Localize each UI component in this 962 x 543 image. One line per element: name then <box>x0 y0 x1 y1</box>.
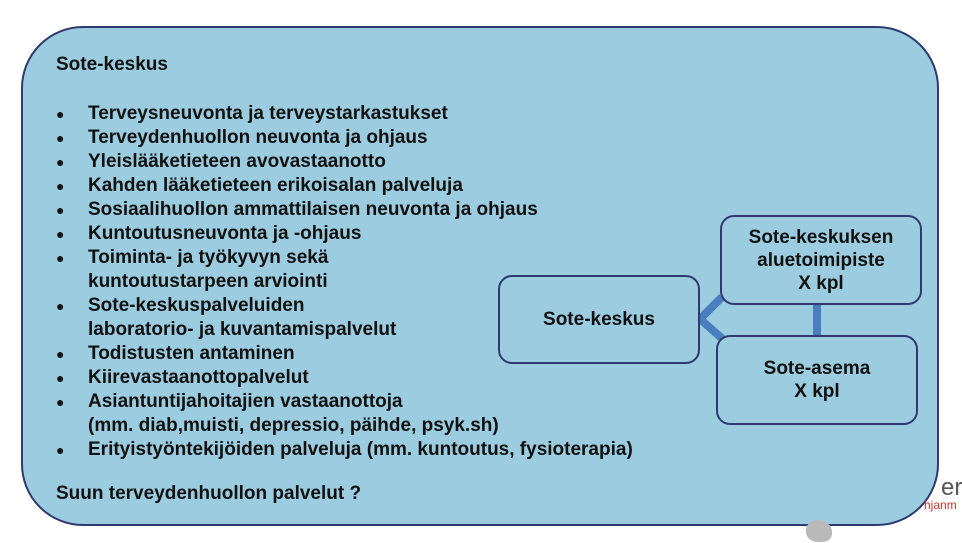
service-line: kuntoutustarpeen arviointi <box>88 271 328 292</box>
service-line: Toiminta- ja työkyvyn sekä <box>88 247 329 268</box>
service-line: Kiirevastaanottopalvelut <box>88 367 309 388</box>
node-sote-keskus <box>498 275 700 364</box>
bullet-icon: ● <box>56 130 65 146</box>
node-sote-asema <box>716 335 918 425</box>
service-line: Asiantuntijahoitajien vastaanottoja <box>88 391 403 412</box>
service-item <box>56 198 696 222</box>
service-line: Terveydenhuollon neuvonta ja ohjaus <box>88 127 428 148</box>
service-line: Sosiaalihuollon ammattilaisen neuvonta ja ohjaus <box>88 199 538 220</box>
service-item <box>56 174 696 198</box>
service-line: (mm. diab,muisti, depressio, päihde, psyk.sh) <box>88 415 499 436</box>
service-line: laboratorio- ja kuvantamispalvelut <box>88 319 397 340</box>
service-line: Terveysneuvonta ja terveystarkastukset <box>88 103 448 124</box>
node-label: X kpl <box>794 381 840 402</box>
bullet-icon: ● <box>56 298 65 314</box>
node-label: Sote-asema <box>763 358 871 379</box>
node-label: Sote-keskuksen <box>748 226 894 248</box>
bullet-icon: ● <box>56 442 65 458</box>
service-item <box>56 222 696 246</box>
service-item <box>56 102 696 126</box>
bullet-icon: ● <box>56 250 65 266</box>
service-item <box>56 366 696 390</box>
decorative-shape <box>806 520 832 542</box>
bullet-icon: ● <box>56 394 65 410</box>
panel-title: Sote-keskus <box>56 54 168 75</box>
service-item <box>56 150 696 174</box>
bullet-icon: ● <box>56 154 65 170</box>
service-line: Kuntoutusneuvonta ja -ohjaus <box>88 223 362 244</box>
bullet-icon: ● <box>56 202 65 218</box>
node-label: X kpl <box>798 272 844 294</box>
bullet-icon: ● <box>56 370 65 386</box>
service-line: Yleislääketieteen avovastaanotto <box>88 151 386 172</box>
bullet-icon: ● <box>56 226 65 242</box>
bullet-icon: ● <box>56 106 65 122</box>
service-item <box>56 438 696 462</box>
bullet-icon: ● <box>56 346 65 362</box>
service-line: Sote-keskuspalveluiden <box>88 295 305 316</box>
service-line: Erityistyöntekijöiden palveluja (mm. kuntoutus, fysioterapia) <box>88 439 633 460</box>
logo-fragment: er <box>941 474 962 501</box>
node-label: Sote-keskus <box>543 309 655 330</box>
service-item <box>56 390 696 438</box>
service-line: Todistusten antaminen <box>88 343 295 364</box>
dental-services-note: Suun terveydenhuollon palvelut ? <box>56 483 362 504</box>
node-label: aluetoimipiste <box>757 249 885 271</box>
service-item <box>56 126 696 150</box>
service-line: Kahden lääketieteen erikoisalan palveluja <box>88 175 463 196</box>
node-aluetoimipiste <box>720 215 922 305</box>
logo-subtext-fragment: hjanm <box>924 498 957 512</box>
bullet-icon: ● <box>56 178 65 194</box>
